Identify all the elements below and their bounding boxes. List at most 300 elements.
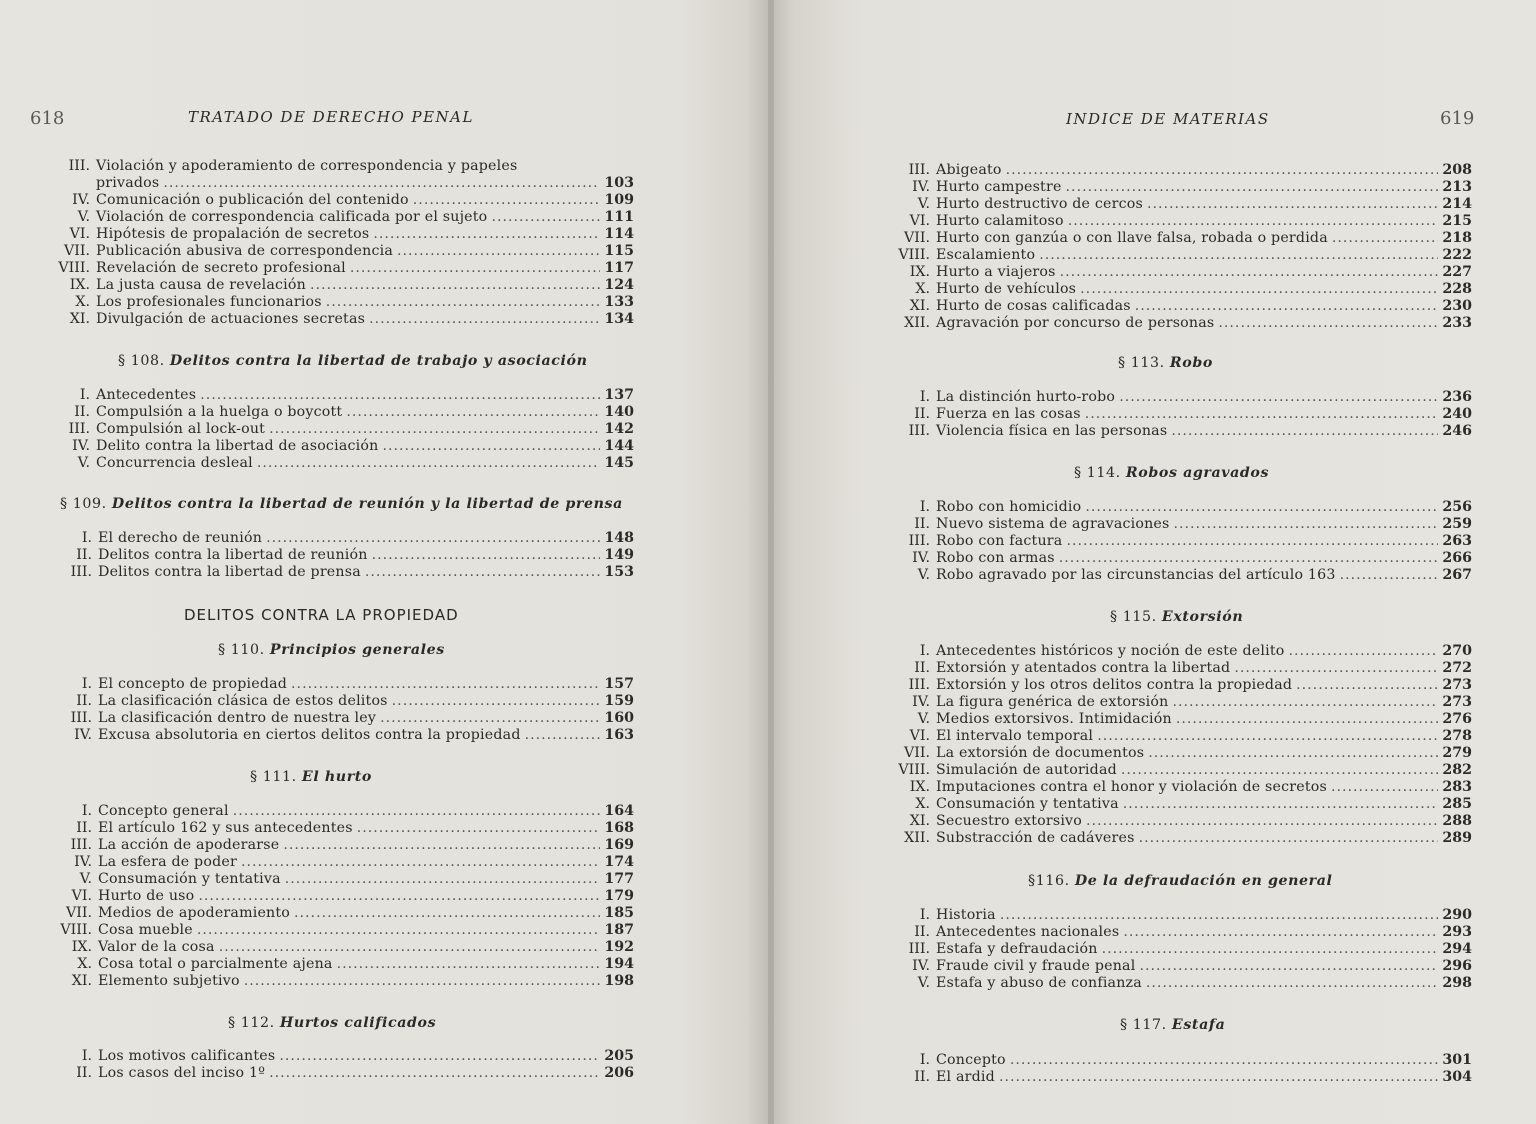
entry-number: I. [81, 676, 92, 692]
entry-page: 194 [604, 956, 634, 972]
entry-page: 160 [604, 710, 634, 726]
entry-page: 227 [1442, 264, 1472, 280]
entry-title: La figura genérica de extorsión [936, 694, 1169, 710]
entry-number: IV. [72, 192, 90, 208]
entry-page: 304 [1442, 1069, 1472, 1085]
dot-leader [1068, 213, 1438, 230]
entry-title: Robo con factura [936, 533, 1063, 549]
entry-number: I. [81, 530, 92, 546]
entry-page: 109 [604, 192, 634, 208]
section-heading-116 [1028, 873, 1333, 889]
entry-title: Robo agravado por las circunstancias del artículo 163 [936, 567, 1336, 583]
section-label: § 110. [218, 642, 265, 658]
section-heading-115 [1110, 609, 1243, 625]
dot-leader [1097, 728, 1438, 745]
section-title: Delitos contra la libertad de reunión y la libertad de prensa [111, 496, 623, 512]
dot-leader [266, 530, 600, 547]
entry-title: Publicación abusiva de correspondencia [96, 243, 394, 259]
entry-number: V. [77, 455, 90, 471]
toc-entry [44, 260, 634, 277]
entry-number: II. [914, 516, 930, 532]
dot-leader [525, 727, 600, 744]
entry-title: Antecedentes históricos y noción de este delito [936, 643, 1285, 659]
toc-entry [44, 547, 634, 564]
entry-title: Simulación de autoridad [936, 762, 1117, 778]
entry-number: XII. [904, 830, 930, 846]
entry-title: Abigeato [936, 162, 1002, 178]
toc-entry [44, 905, 634, 922]
toc-entry [882, 924, 1472, 941]
section-heading-112 [228, 1015, 436, 1031]
dot-leader [1135, 298, 1438, 315]
section-label: § 117. [1120, 1017, 1167, 1033]
entry-title: Delito contra la libertad de asociación [96, 438, 379, 454]
entry-title: Compulsión a la huelga o boycott [96, 404, 343, 420]
entry-title: Los profesionales funcionarios [96, 294, 322, 310]
entry-number: V. [917, 567, 930, 583]
section-title: Estafa [1171, 1017, 1226, 1033]
dot-leader [269, 421, 600, 438]
entry-number: II. [76, 547, 92, 563]
toc-entry [44, 727, 634, 744]
toc-entry [882, 281, 1472, 298]
entry-title: Hurto de uso [98, 888, 195, 904]
entry-number: VIII. [58, 260, 90, 276]
entry-title: Agravación por concurso de personas [936, 315, 1215, 331]
entry-title: Compulsión al lock-out [96, 421, 266, 437]
toc-block [882, 907, 1472, 992]
toc-entry [882, 796, 1472, 813]
toc-entry [882, 745, 1472, 762]
dot-leader [392, 693, 600, 710]
entry-page: 185 [604, 905, 634, 921]
dot-leader [1331, 779, 1438, 796]
entry-page: 179 [604, 888, 634, 904]
entry-number: III. [908, 423, 930, 439]
entry-title: Medios extorsivos. Intimidación [936, 711, 1172, 727]
entry-page: 267 [1442, 567, 1472, 583]
entry-number: IX. [69, 277, 90, 293]
entry-title: Hurto con ganzúa o con llave falsa, robada o perdida [936, 230, 1328, 246]
toc-entry [44, 438, 634, 455]
dot-leader [279, 1048, 600, 1065]
toc-entry [44, 922, 634, 939]
toc-entry [882, 423, 1472, 440]
entry-page: 192 [604, 939, 634, 955]
section-heading-108 [118, 353, 588, 369]
dot-leader [1288, 643, 1438, 660]
entry-page: 169 [604, 837, 634, 853]
entry-number: V. [77, 209, 90, 225]
entry-page: 272 [1442, 660, 1472, 676]
entry-title: Comunicación o publicación del contenido [96, 192, 409, 208]
entry-title: Valor de la cosa [98, 939, 215, 955]
toc-entry [44, 939, 634, 956]
toc-entry [44, 837, 634, 854]
toc-entry [882, 298, 1472, 315]
entry-number: III. [70, 710, 92, 726]
toc-entry [882, 975, 1472, 992]
toc-entry [44, 854, 634, 871]
toc-entry [882, 1069, 1472, 1086]
dot-leader [310, 277, 600, 294]
entry-page: 236 [1442, 389, 1472, 405]
entry-number: IV. [912, 179, 930, 195]
section-heading-117 [1120, 1017, 1225, 1033]
entry-number: III. [70, 564, 92, 580]
toc-entry [44, 226, 634, 243]
toc-entry [882, 550, 1472, 567]
dot-leader [1085, 406, 1438, 423]
entry-title: Extorsión y atentados contra la libertad [936, 660, 1231, 676]
entry-number: IV. [912, 958, 930, 974]
toc-entry [882, 230, 1472, 247]
entry-title: Robo con armas [936, 550, 1055, 566]
entry-title: Consumación y tentativa [98, 871, 281, 887]
entry-title: Concurrencia desleal [96, 455, 253, 471]
entry-page: 157 [604, 676, 634, 692]
entry-title: Concepto general [98, 803, 229, 819]
entry-number: IV. [74, 854, 92, 870]
entry-title: Hurto campestre [936, 179, 1062, 195]
section-title: El hurto [301, 769, 372, 785]
entry-title: privados [96, 175, 160, 191]
dot-leader [346, 404, 600, 421]
dot-leader [233, 803, 600, 820]
toc-block [882, 499, 1472, 584]
dot-leader [198, 888, 600, 905]
toc-entry [882, 389, 1472, 406]
dot-leader [1332, 230, 1438, 247]
dot-leader [1139, 830, 1438, 847]
entry-title: Los motivos calificantes [98, 1048, 276, 1064]
entry-page: 270 [1442, 643, 1472, 659]
entry-page: 278 [1442, 728, 1472, 744]
entry-page: 164 [604, 803, 634, 819]
entry-page: 103 [604, 175, 634, 191]
entry-page: 145 [604, 455, 634, 471]
entry-number: X. [75, 294, 90, 310]
entry-number: VIII. [898, 762, 930, 778]
entry-page: 283 [1442, 779, 1472, 795]
toc-entry [882, 762, 1472, 779]
dot-leader [1123, 924, 1438, 941]
toc-entry [44, 192, 634, 209]
toc-block [882, 389, 1472, 440]
entry-page: 115 [604, 243, 634, 259]
entry-title: Cosa mueble [98, 922, 193, 938]
dot-leader [1086, 813, 1438, 830]
section-label: § 112. [228, 1015, 275, 1031]
entry-number: VI. [71, 888, 92, 904]
entry-number: VII. [64, 243, 90, 259]
entry-number: IX. [71, 939, 92, 955]
toc-block [882, 162, 1472, 332]
dot-leader [257, 455, 600, 472]
dot-leader [1234, 660, 1438, 677]
section-title: Extorsión [1161, 609, 1244, 625]
entry-number: III. [68, 421, 90, 437]
toc-entry [882, 941, 1472, 958]
toc-block [44, 530, 634, 581]
entry-number: II. [914, 1069, 930, 1085]
entry-page: 215 [1442, 213, 1472, 229]
toc-block [882, 643, 1472, 847]
entry-title: Concepto [936, 1052, 1006, 1068]
entry-page: 214 [1442, 196, 1472, 212]
entry-number: VII. [904, 745, 930, 761]
section-label: § 113. [1118, 355, 1165, 371]
toc-entry [44, 158, 634, 175]
entry-page: 174 [604, 854, 634, 870]
entry-page: 301 [1442, 1052, 1472, 1068]
dot-leader [1085, 499, 1438, 516]
toc-entry [882, 213, 1472, 230]
entry-number: IV. [72, 438, 90, 454]
entry-title: Historia [936, 907, 996, 923]
entry-title: Hurto a viajeros [936, 264, 1056, 280]
section-label: § 109. [60, 496, 107, 512]
entry-page: 144 [604, 438, 634, 454]
entry-number: I. [81, 1048, 92, 1064]
toc-entry [44, 455, 634, 472]
section-title: Delitos contra la libertad de trabajo y asociación [169, 353, 588, 369]
entry-page: 290 [1442, 907, 1472, 923]
toc-entry [44, 693, 634, 710]
dot-leader [163, 175, 600, 192]
entry-page: 206 [604, 1065, 634, 1081]
entry-page: 187 [604, 922, 634, 938]
entry-number: V. [917, 975, 930, 991]
entry-page: 149 [604, 547, 634, 563]
entry-title: Escalamiento [936, 247, 1036, 263]
entry-title: El derecho de reunión [98, 530, 263, 546]
entry-title: Hurto calamitoso [936, 213, 1064, 229]
toc-entry [882, 499, 1472, 516]
dot-leader [1147, 196, 1438, 213]
entry-number: XI. [71, 973, 92, 989]
entry-page: 289 [1442, 830, 1472, 846]
dot-leader [283, 837, 600, 854]
entry-page: 228 [1442, 281, 1472, 297]
entry-number: V. [917, 196, 930, 212]
toc-entry [44, 404, 634, 421]
entry-number: II. [914, 406, 930, 422]
section-heading-111 [250, 769, 372, 785]
section-heading-114 [1074, 465, 1269, 481]
toc-entry [44, 803, 634, 820]
entry-title: La clasificación dentro de nuestra ley [98, 710, 377, 726]
entry-number: III. [70, 837, 92, 853]
entry-number: I. [919, 907, 930, 923]
entry-number: II. [76, 1065, 92, 1081]
toc-entry [882, 830, 1472, 847]
toc-entry [44, 973, 634, 990]
toc-entry [44, 421, 634, 438]
entry-title: Violación y apoderamiento de correspondencia y papeles [96, 158, 518, 174]
toc-entry [44, 956, 634, 973]
entry-number: VIII. [60, 922, 92, 938]
entry-title: Divulgación de actuaciones secretas [96, 311, 366, 327]
entry-page: 177 [604, 871, 634, 887]
entry-page: 296 [1442, 958, 1472, 974]
toc-entry [44, 387, 634, 404]
entry-number: I. [919, 1052, 930, 1068]
toc-entry [44, 209, 634, 226]
entry-title: La extorsión de documentos [936, 745, 1145, 761]
entry-page: 288 [1442, 813, 1472, 829]
dot-leader [1066, 179, 1438, 196]
dot-leader [382, 438, 600, 455]
dot-leader [1218, 315, 1438, 332]
entry-page: 256 [1442, 499, 1472, 515]
dot-leader [1146, 975, 1438, 992]
toc-entry [882, 643, 1472, 660]
toc-entry [882, 694, 1472, 711]
toc-block [44, 158, 634, 328]
entry-number: V. [79, 871, 92, 887]
entry-page: 140 [604, 404, 634, 420]
entry-page: 259 [1442, 516, 1472, 532]
toc-entry [882, 660, 1472, 677]
toc-entry [44, 564, 634, 581]
dot-leader [365, 564, 600, 581]
right-page [770, 0, 1536, 1124]
entry-page: 273 [1442, 694, 1472, 710]
dot-leader [999, 1069, 1438, 1086]
entry-title: La distinción hurto-robo [936, 389, 1116, 405]
entry-page: 293 [1442, 924, 1472, 940]
entry-page: 142 [604, 421, 634, 437]
toc-entry [44, 530, 634, 547]
entry-number: VII. [66, 905, 92, 921]
entry-number: VIII. [898, 247, 930, 263]
toc-entry [44, 243, 634, 260]
dot-leader [372, 547, 600, 564]
toc-block [44, 803, 634, 990]
entry-page: 246 [1442, 423, 1472, 439]
entry-page: 230 [1442, 298, 1472, 314]
entry-page: 168 [604, 820, 634, 836]
entry-page: 153 [604, 564, 634, 580]
dot-leader [1176, 711, 1438, 728]
entry-title: Consumación y tentativa [936, 796, 1119, 812]
section-title: De la defraudación en general [1074, 873, 1333, 889]
dot-leader [491, 209, 600, 226]
entry-page: 198 [604, 973, 634, 989]
toc-entry [44, 1048, 634, 1065]
entry-page: 117 [604, 260, 634, 276]
toc-entry [882, 813, 1472, 830]
dot-leader [1080, 281, 1438, 298]
entry-title: Cosa total o parcialmente ajena [98, 956, 333, 972]
dot-leader [291, 676, 600, 693]
dot-leader [350, 260, 600, 277]
entry-number: X. [915, 796, 930, 812]
entry-number: X. [77, 956, 92, 972]
dot-leader [337, 956, 600, 973]
dot-leader [1340, 567, 1438, 584]
toc-entry [44, 311, 634, 328]
entry-number: III. [908, 941, 930, 957]
entry-number: VI. [69, 226, 90, 242]
entry-title: Hurto de cosas calificadas [936, 298, 1131, 314]
dot-leader [269, 1065, 600, 1082]
entry-number: II. [914, 924, 930, 940]
entry-title: El artículo 162 y sus antecedentes [98, 820, 353, 836]
section-heading-109 [60, 496, 623, 512]
dot-leader [357, 820, 600, 837]
entry-page: 298 [1442, 975, 1472, 991]
dot-leader [1000, 907, 1438, 924]
dot-leader [219, 939, 600, 956]
entry-page: 148 [604, 530, 634, 546]
entry-page: 208 [1442, 162, 1472, 178]
entry-number: III. [908, 677, 930, 693]
entry-page: 273 [1442, 677, 1472, 693]
entry-title: Imputaciones contra el honor y violación de secretos [936, 779, 1327, 795]
entry-number: II. [76, 693, 92, 709]
entry-page: 266 [1442, 550, 1472, 566]
section-label: § 115. [1110, 609, 1157, 625]
entry-title: La clasificación clásica de estos delitos [98, 693, 388, 709]
section-label: § 108. [118, 353, 165, 369]
entry-number: VII. [904, 230, 930, 246]
toc-entry [882, 907, 1472, 924]
entry-page: 233 [1442, 315, 1472, 331]
dot-leader [413, 192, 600, 209]
entry-title: El intervalo temporal [936, 728, 1094, 744]
entry-page: 285 [1442, 796, 1472, 812]
entry-page: 159 [604, 693, 634, 709]
toc-entry [44, 710, 634, 727]
dot-leader [326, 294, 600, 311]
entry-page: 133 [604, 294, 634, 310]
entry-number: I. [79, 387, 90, 403]
entry-number: I. [919, 389, 930, 405]
entry-page: 282 [1442, 762, 1472, 778]
toc-entry [882, 958, 1472, 975]
entry-page: 222 [1442, 247, 1472, 263]
toc-entry [882, 1052, 1472, 1069]
dot-leader [1119, 389, 1438, 406]
toc-entry [882, 406, 1472, 423]
toc-entry [44, 888, 634, 905]
dot-leader [1296, 677, 1438, 694]
entry-number: III. [908, 533, 930, 549]
entry-title: Revelación de secreto profesional [96, 260, 346, 276]
page-number: 618 [30, 108, 65, 129]
entry-title: Violencia física en las personas [936, 423, 1168, 439]
section-heading-113 [1118, 355, 1213, 371]
toc-entry [44, 676, 634, 693]
running-title: TRATADO DE DERECHO PENAL [188, 108, 474, 126]
entry-page: 163 [604, 727, 634, 743]
book-gutter [768, 0, 774, 1124]
entry-number: XI. [69, 311, 90, 327]
section-label: § 111. [250, 769, 297, 785]
entry-title: El ardid [936, 1069, 995, 1085]
entry-number: II. [914, 660, 930, 676]
entry-title: Hurto destructivo de cercos [936, 196, 1143, 212]
dot-leader [1171, 423, 1438, 440]
toc-entry [882, 264, 1472, 281]
entry-number: XII. [904, 315, 930, 331]
entry-number: X. [915, 281, 930, 297]
toc-entry [882, 315, 1472, 332]
dot-leader [1010, 1052, 1438, 1069]
dot-leader [1121, 762, 1438, 779]
